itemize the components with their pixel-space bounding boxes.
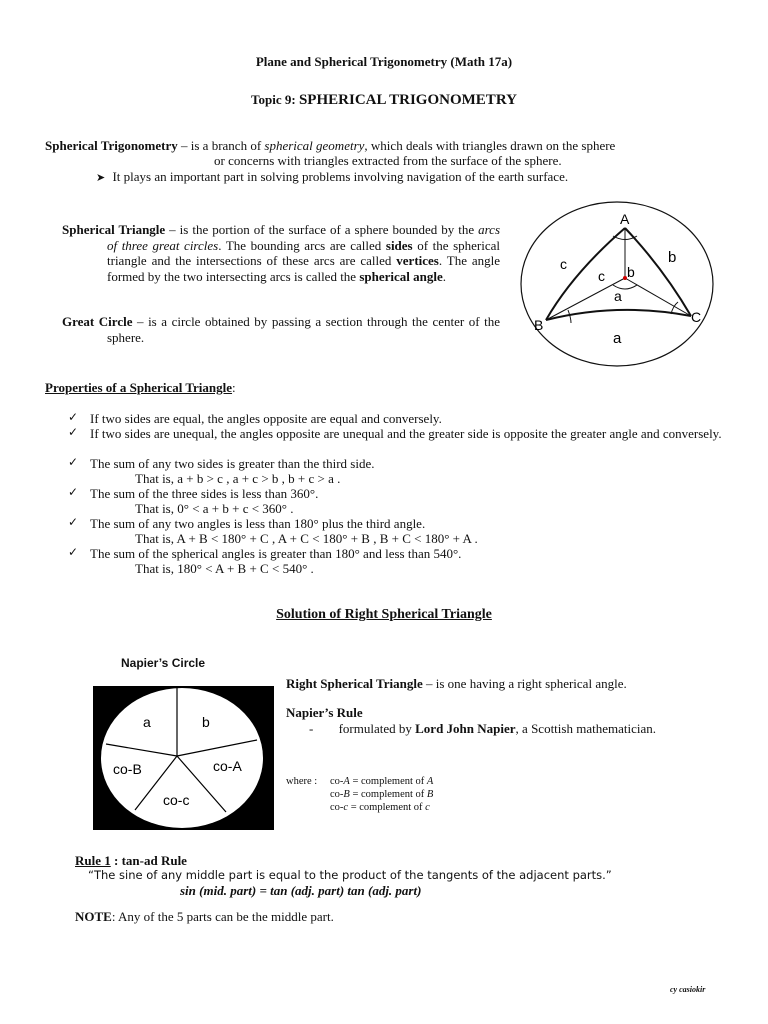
intro-definition	[45, 138, 723, 153]
rule-dash: -	[309, 721, 314, 736]
complement-var: B	[426, 789, 434, 800]
napier-label-coA: co-A	[213, 758, 242, 774]
st-p1: – is the portion of the surface of a sphere bounded by the	[165, 222, 479, 237]
rule1-formula: sin (mid. part) = tan (adj. part) tan (adj. part)	[180, 883, 422, 898]
intro-bullet	[96, 169, 568, 186]
complement-line	[330, 776, 433, 787]
label-b-outer: b	[668, 249, 677, 266]
properties-colon: :	[232, 380, 236, 395]
complement-mid: = complement of	[349, 789, 427, 800]
st-arcs: arcs of three great circles	[107, 222, 500, 253]
st-angle: spherical angle	[359, 268, 443, 284]
property-item: If two sides are equal, the angles opposite are equal and conversely.	[90, 411, 442, 426]
napier-label-b: b	[202, 714, 210, 730]
napier-rule-title: Napier’s Rule	[286, 705, 363, 720]
rst-def: – is one having a right spherical angle.	[422, 676, 627, 691]
check-icon: ✓	[68, 425, 79, 439]
label-A: A	[620, 211, 630, 227]
complement-var: c	[343, 802, 349, 813]
course-title: Plane and Spherical Trigonometry (Math 17a)	[255, 54, 513, 69]
topic-heading	[0, 92, 768, 109]
napier-label-coB: co-B	[113, 761, 142, 777]
rule1-quote: “The sine of any middle part is equal to the product of the tangents of the adjacent parts.”	[88, 868, 612, 882]
complement-pre: co-	[330, 776, 344, 787]
arc-c	[546, 228, 625, 320]
napier-circle-caption: Napier’s Circle	[121, 656, 206, 670]
property-item: The sum of any two angles is less than 180° plus the third angle.	[90, 516, 426, 531]
properties-heading	[45, 380, 236, 396]
st-p2: . The bounding arcs are called	[218, 237, 386, 253]
rule-formulated: formulated by	[338, 721, 416, 736]
label-c-inner: c	[598, 268, 605, 284]
rule-scottish: , a Scottish mathematician.	[515, 721, 656, 736]
label-a-inner: a	[614, 288, 622, 304]
rule1-name: : tan-ad Rule	[110, 853, 187, 868]
intro-term: Spherical Trigonometry	[45, 138, 178, 153]
spherical-triangle-diagram	[513, 198, 719, 370]
arc-b	[625, 228, 691, 316]
st-term: Spherical Triangle	[62, 222, 166, 237]
note-text: : Any of the 5 parts can be the middle part.	[111, 909, 334, 924]
property-item: The sum of the spherical angles is greater than 180° and less than 540°.	[90, 546, 462, 561]
complement-mid: = complement of	[349, 776, 427, 787]
complement-var: B	[343, 789, 350, 800]
gc-term: Great Circle	[62, 314, 133, 329]
spherical-triangle-definition	[62, 222, 500, 284]
st-sides: sides	[385, 237, 413, 253]
complement-var: A	[343, 776, 350, 787]
complement-pre: co-	[330, 802, 344, 813]
check-icon: ✓	[68, 455, 79, 469]
arc-a	[546, 310, 691, 320]
where-label: where :	[286, 776, 318, 787]
intro-dash: – is a branch of	[177, 138, 265, 153]
st-p4: . The angle formed by the two intersecting arcs is called the	[107, 253, 500, 284]
label-C: C	[691, 309, 702, 325]
property-example: That is, a + b > c , a + c > b , b + c > a .	[135, 471, 341, 486]
property-item: If two sides are unequal, the angles opposite are unequal and the greater side is opposite the greater angle and conversely.	[90, 426, 722, 441]
properties-heading-text: Properties of a Spherical Triangle	[45, 380, 233, 395]
topic-title: SPHERICAL TRIGONOMETRY	[298, 92, 517, 108]
rst-term: Right Spherical Triangle	[286, 676, 423, 691]
right-triangle-heading: Solution of Right Spherical Triangle	[276, 607, 492, 622]
intro-geo: spherical geometry	[264, 138, 365, 153]
great-circle-definition	[62, 314, 500, 345]
gc-def: – is a circle obtained by passing a section through the center of the sphere.	[107, 314, 500, 345]
property-item: The sum of the three sides is less than 360°.	[90, 486, 319, 501]
st-p3: of the spherical triangle and the intersections of these arcs are called	[107, 237, 501, 268]
napier-rule-desc	[309, 721, 656, 737]
footer-author: cy casiokir	[670, 985, 706, 994]
property-example: That is, A + B < 180° + C , A + C < 180° + B , B + C < 180° + A .	[135, 531, 478, 546]
napier-label-a: a	[143, 714, 151, 730]
st-p5: .	[442, 268, 447, 284]
property-example: That is, 0° < a + b + c < 360° .	[135, 501, 294, 516]
check-icon: ✓	[68, 515, 79, 529]
intro-bullet-text: It plays an important part in solving problems involving navigation of the earth surface.	[112, 169, 569, 184]
st-vertices: vertices	[396, 253, 439, 268]
arrow-bullet-icon: ➤	[96, 172, 106, 184]
label-b-inner: b	[627, 264, 635, 280]
topic-label: Topic 9:	[251, 92, 296, 107]
label-B: B	[534, 317, 544, 333]
angle-mark-B	[568, 310, 571, 323]
complement-line	[330, 789, 433, 800]
check-icon: ✓	[68, 485, 79, 499]
napier-circle-diagram	[93, 686, 274, 830]
complement-mid: = complement of	[348, 802, 426, 813]
complement-line	[330, 802, 430, 813]
rule1-label: Rule 1	[75, 853, 111, 868]
complement-pre: co-	[330, 789, 344, 800]
complement-var: A	[426, 776, 434, 787]
napier-label-coc: co-c	[163, 792, 190, 808]
intro-rest: , which deals with triangles drawn on the sphere	[364, 138, 616, 153]
rule-lord: Lord John Napier	[415, 721, 516, 736]
property-item: The sum of any two sides is greater than the third side.	[90, 456, 375, 471]
property-example: That is, 180° < A + B + C < 540° .	[135, 561, 314, 576]
note-label: NOTE	[75, 909, 112, 924]
check-icon: ✓	[68, 545, 79, 559]
complement-var: c	[425, 802, 430, 813]
intro-line2: or concerns with triangles extracted from the surface of the sphere.	[214, 153, 562, 168]
check-icon: ✓	[68, 410, 79, 424]
rule1-heading	[75, 853, 187, 869]
label-c-outer: c	[560, 256, 567, 272]
right-spherical-triangle-definition	[286, 676, 627, 692]
label-a-outer: a	[613, 330, 622, 347]
note	[75, 909, 334, 925]
